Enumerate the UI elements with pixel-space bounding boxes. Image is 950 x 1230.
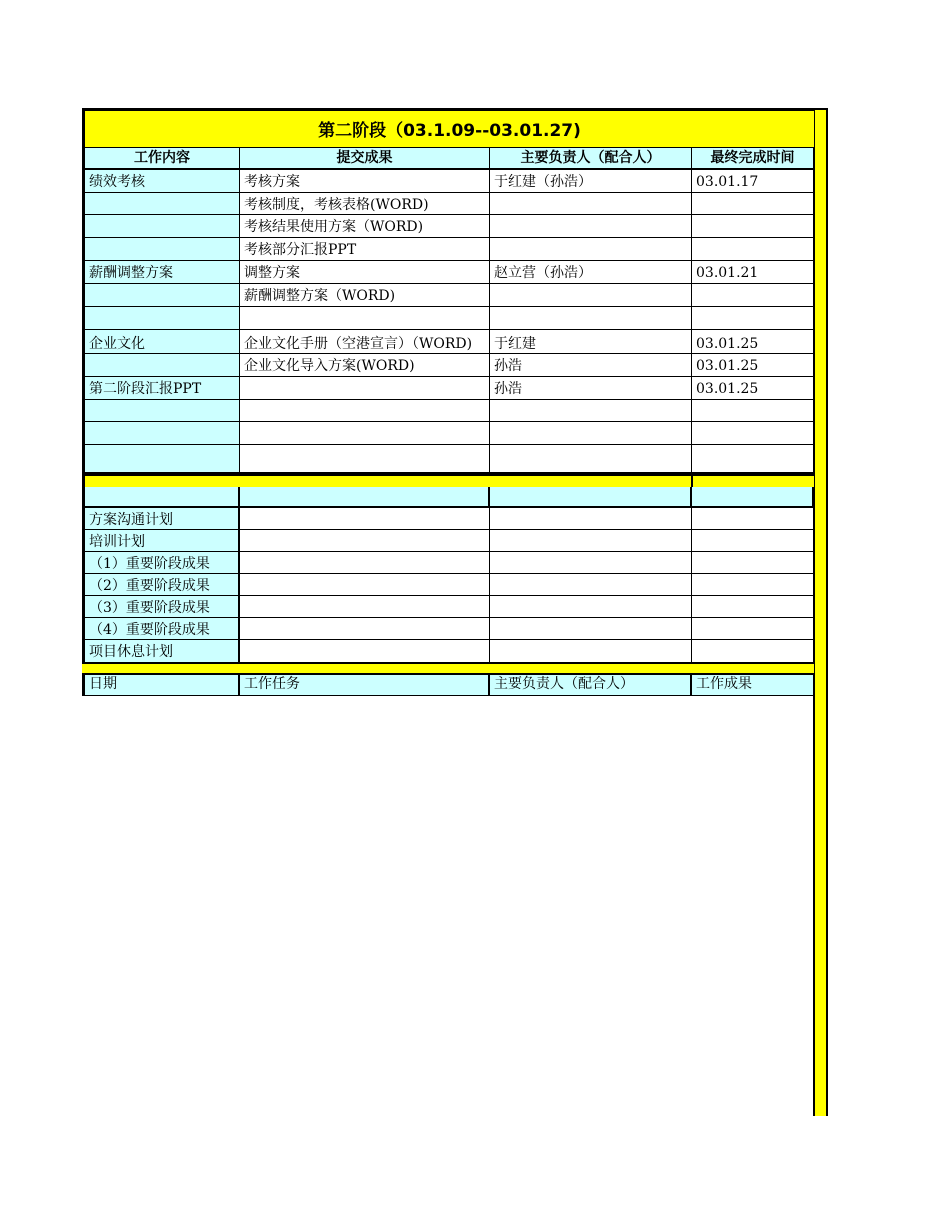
- plan-label: 方案沟通计划: [82, 508, 240, 530]
- cell-owner: 孙浩: [490, 377, 692, 400]
- footer-owner: 主要负责人（配合人）: [490, 675, 692, 696]
- plan-cell: [490, 530, 692, 552]
- plan-cell: [692, 508, 814, 530]
- plan-cell: [490, 508, 692, 530]
- cell-work-content: [82, 215, 240, 238]
- plan-cell: [490, 596, 692, 618]
- cell-work-content: [82, 193, 240, 215]
- cell-deadline: 03.01.25: [692, 330, 814, 354]
- cell-work-content: 薪酬调整方案: [82, 261, 240, 284]
- cell-deadline: [692, 445, 814, 473]
- cell-deadline: [692, 193, 814, 215]
- cell-deliverable: [240, 400, 490, 422]
- cell-work-content: 企业文化: [82, 330, 240, 354]
- header-work-content: 工作内容: [82, 147, 240, 170]
- cell-deadline: [692, 400, 814, 422]
- plan-cell: [692, 596, 814, 618]
- plan-cell: [490, 574, 692, 596]
- cell-deadline: [692, 307, 814, 330]
- cell-work-content: [82, 238, 240, 261]
- cell-deliverable: 调整方案: [240, 261, 490, 284]
- plan-cell: [240, 618, 490, 640]
- plan-label: 项目休息计划: [82, 640, 240, 663]
- cell-deadline: [692, 238, 814, 261]
- footer-date: 日期: [82, 675, 240, 696]
- cell-owner: [490, 193, 692, 215]
- cell-owner: 孙浩: [490, 354, 692, 377]
- cell-deadline: [692, 215, 814, 238]
- cell-owner: [490, 215, 692, 238]
- plan-cell: [240, 596, 490, 618]
- plan-cell: [240, 508, 490, 530]
- cell-deliverable: 企业文化导入方案(WORD): [240, 354, 490, 377]
- cell-work-content: [82, 284, 240, 307]
- section-title: 第二阶段（03.1.09--03.01.27): [82, 108, 814, 147]
- cell-deliverable: 考核方案: [240, 170, 490, 193]
- cell-deadline: 03.01.21: [692, 261, 814, 284]
- plan-cell: [490, 487, 692, 508]
- header-deadline: 最终完成时间: [692, 147, 814, 170]
- plan-cell: [692, 618, 814, 640]
- plan-cell: [240, 640, 490, 663]
- cell-owner: 于红建（孙浩）: [490, 170, 692, 193]
- plan-cell: [692, 640, 814, 663]
- separator-band-2: [82, 663, 814, 675]
- cell-owner: [490, 307, 692, 330]
- cell-deadline: 03.01.25: [692, 377, 814, 400]
- plan-label: （2）重要阶段成果: [82, 574, 240, 596]
- footer-result: 工作成果: [692, 675, 814, 696]
- cell-owner: 赵立营（孙浩）: [490, 261, 692, 284]
- plan-cell: [692, 552, 814, 574]
- cell-deadline: 03.01.25: [692, 354, 814, 377]
- header-deliverable: 提交成果: [240, 147, 490, 170]
- cell-deliverable: 考核部分汇报PPT: [240, 238, 490, 261]
- plan-cell: [240, 552, 490, 574]
- cell-work-content: 绩效考核: [82, 170, 240, 193]
- right-yellow-bar: [813, 108, 828, 1116]
- plan-label: [82, 487, 240, 508]
- footer-task: 工作任务: [240, 675, 490, 696]
- plan-label: （1）重要阶段成果: [82, 552, 240, 574]
- cell-work-content: [82, 422, 240, 445]
- separator-divider: [691, 473, 693, 487]
- plan-label: 培训计划: [82, 530, 240, 552]
- plan-cell: [240, 530, 490, 552]
- cell-owner: 于红建: [490, 330, 692, 354]
- cell-deadline: 03.01.17: [692, 170, 814, 193]
- plan-cell: [692, 487, 814, 508]
- cell-deliverable: 考核制度，考核表格(WORD): [240, 193, 490, 215]
- cell-deliverable: [240, 422, 490, 445]
- header-owner: 主要负责人（配合人）: [490, 147, 692, 170]
- cell-deadline: [692, 422, 814, 445]
- cell-work-content: [82, 307, 240, 330]
- plan-cell: [490, 618, 692, 640]
- cell-work-content: [82, 445, 240, 473]
- separator-band: [82, 473, 814, 487]
- cell-deliverable: [240, 307, 490, 330]
- plan-cell: [240, 487, 490, 508]
- cell-owner: [490, 400, 692, 422]
- cell-deadline: [692, 284, 814, 307]
- cell-deliverable: 考核结果使用方案（WORD): [240, 215, 490, 238]
- plan-cell: [240, 574, 490, 596]
- plan-label: （4）重要阶段成果: [82, 618, 240, 640]
- plan-cell: [490, 552, 692, 574]
- cell-work-content: [82, 354, 240, 377]
- cell-owner: [490, 238, 692, 261]
- cell-owner: [490, 284, 692, 307]
- cell-owner: [490, 445, 692, 473]
- cell-deliverable: 企业文化手册（空港宣言）（WORD): [240, 330, 490, 354]
- plan-cell: [490, 640, 692, 663]
- cell-owner: [490, 422, 692, 445]
- cell-deliverable: [240, 377, 490, 400]
- cell-work-content: [82, 400, 240, 422]
- cell-deliverable: 薪酬调整方案（WORD): [240, 284, 490, 307]
- cell-work-content: 第二阶段汇报PPT: [82, 377, 240, 400]
- plan-cell: [692, 530, 814, 552]
- plan-label: （3）重要阶段成果: [82, 596, 240, 618]
- cell-deliverable: [240, 445, 490, 473]
- plan-cell: [692, 574, 814, 596]
